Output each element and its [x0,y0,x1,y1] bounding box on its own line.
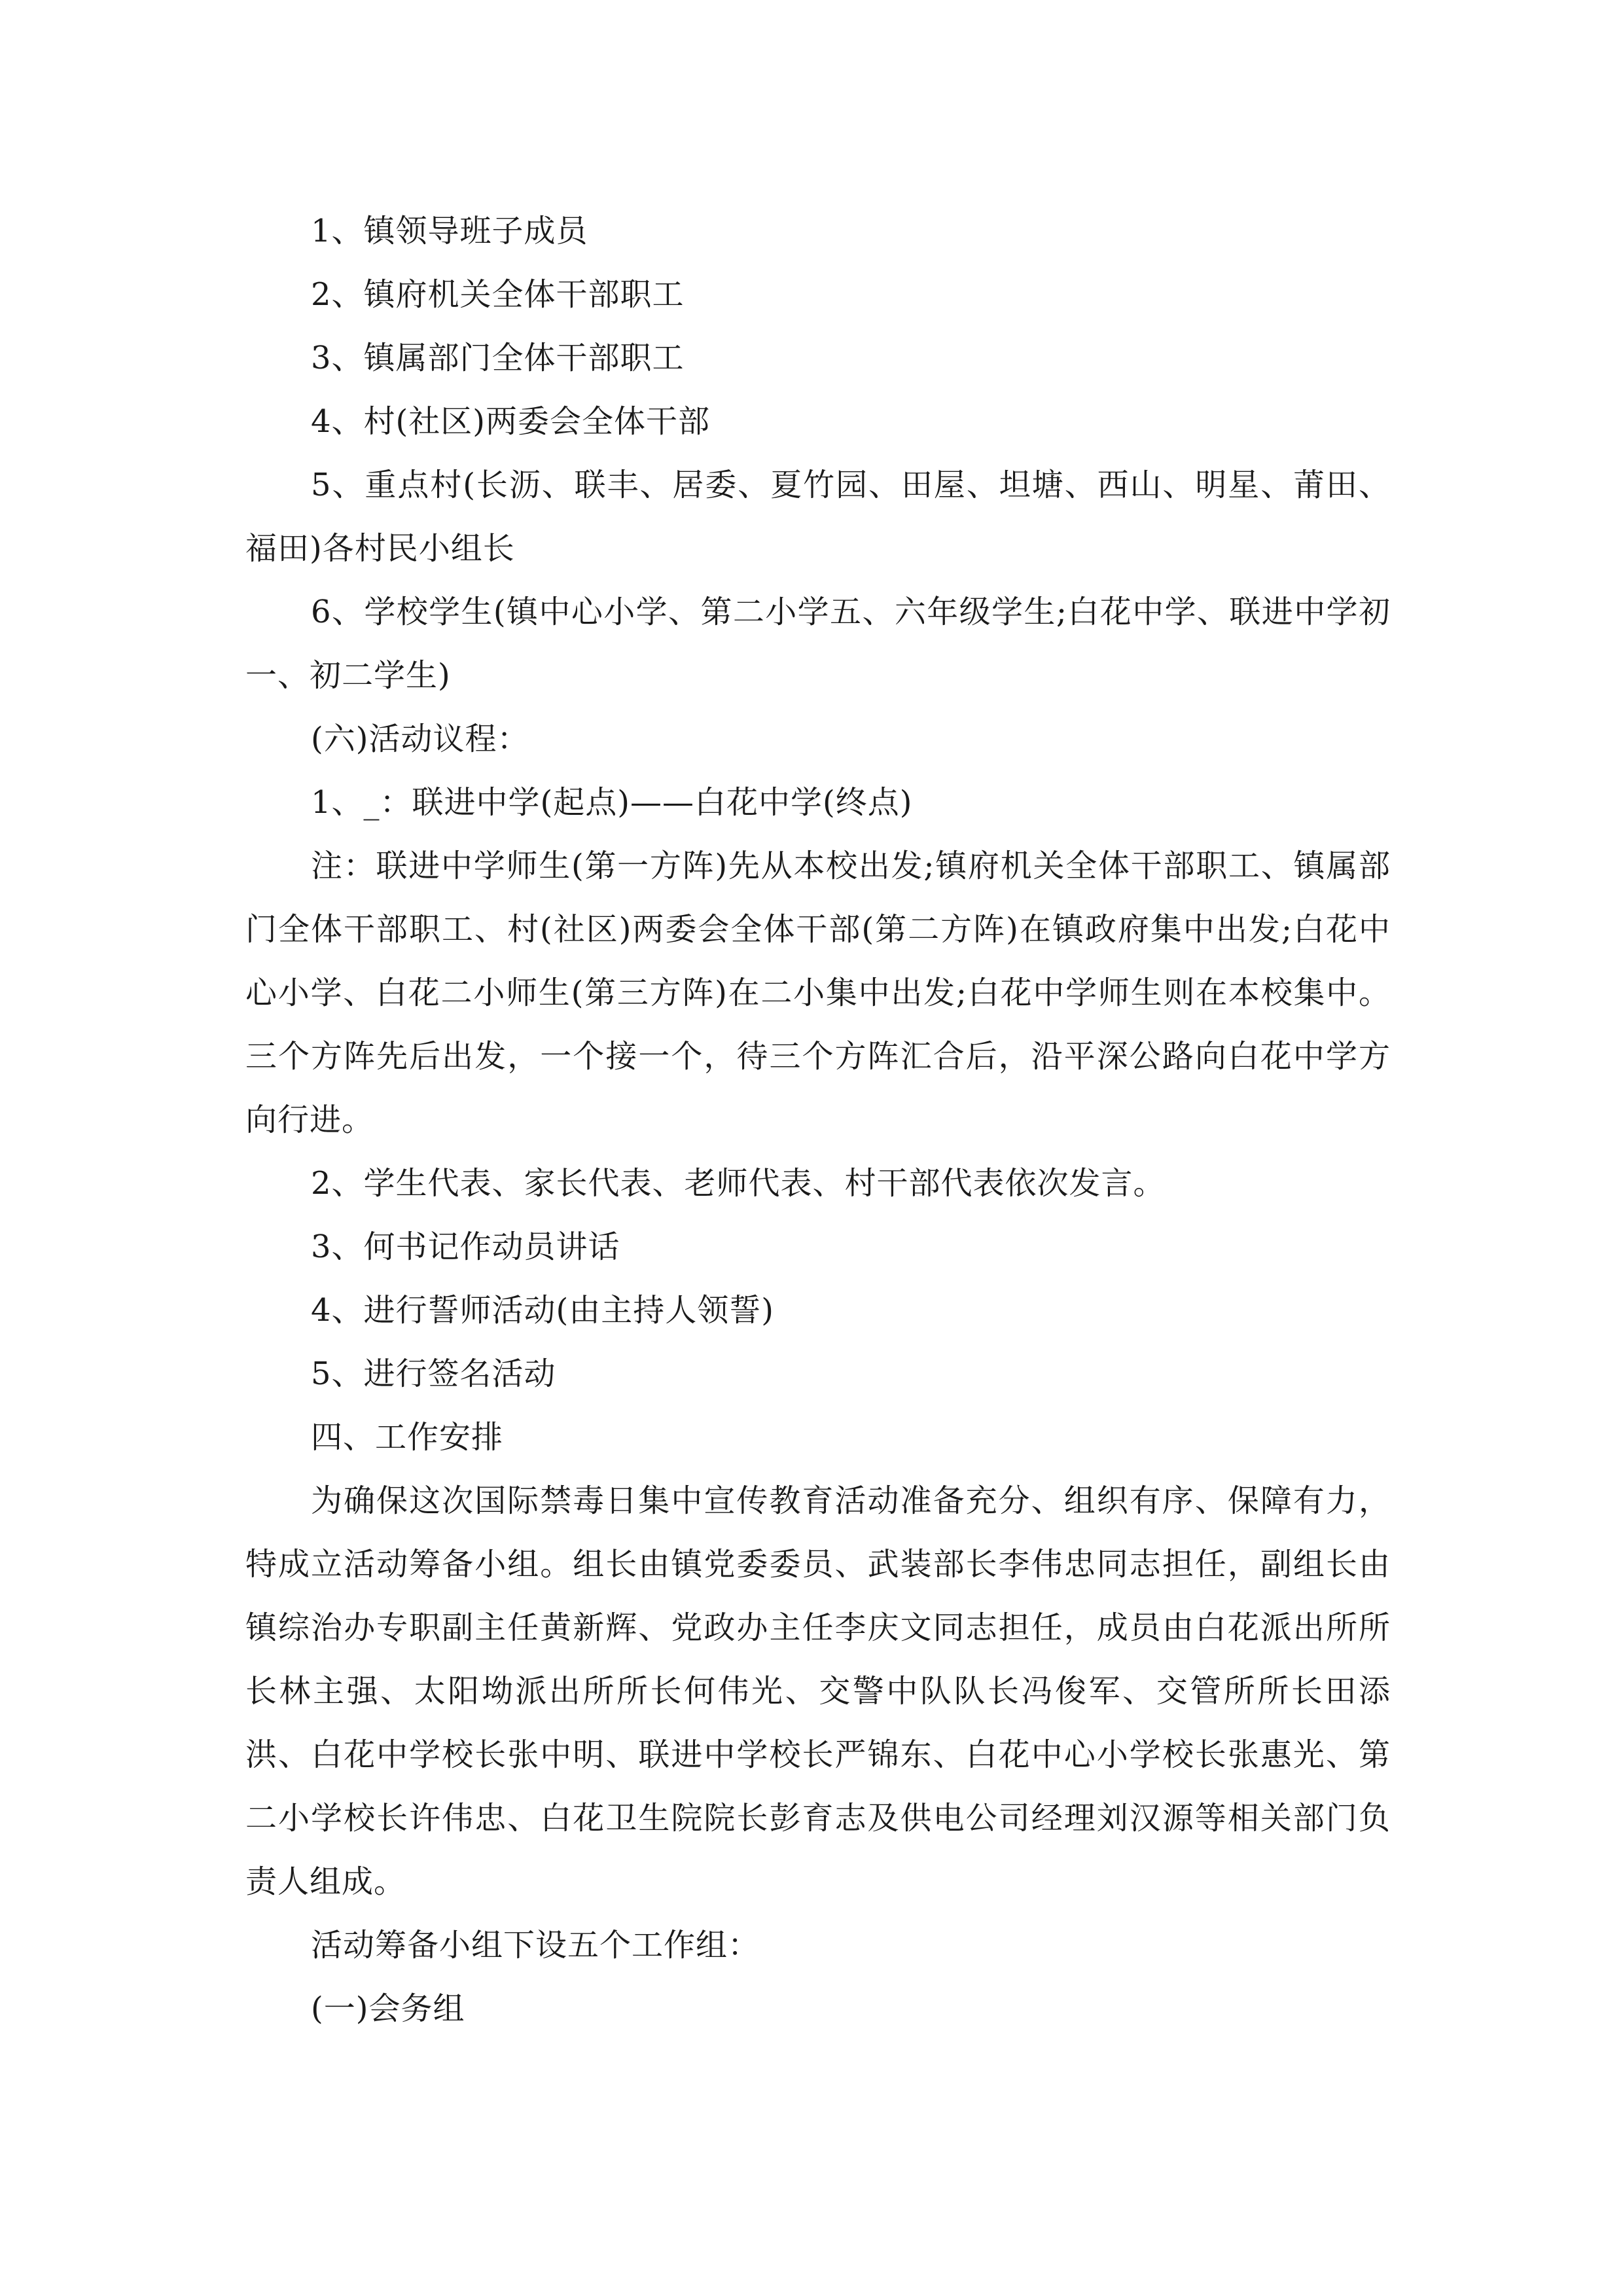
list-item-town-government-staff: 2、镇府机关全体干部职工 [311,276,685,313]
section-heading-work-arrangement: 四、工作安排 [311,1419,504,1456]
list-item-village-committee: 4、村(社区)两委会全体干部 [311,403,710,440]
agenda-item-speeches: 2、学生代表、家长代表、老师代表、村干部代表依次发言。 [311,1165,1166,1202]
agenda-note: 注：联进中学师生(第一方阵)先从本校出发;镇府机关全体干部职工、镇属部门全体干部职工、村(社区)两委会全体干部(第二方阵)在镇政府集中出发;白花中心小学、白花二小师生(第三方阵)在二小集中出发;白花中学师生则在本校集中。三个方阵先后出发，一个接一个，待三个方阵汇合后，沿平深公路向白花中学方向行进。 [245,848,1391,1138]
agenda-item-signing: 5、进行签名活动 [311,1355,556,1392]
subsection-heading-conference-group: (一)会务组 [311,1990,465,2027]
document-body [245,200,1391,2041]
list-item-town-leaders: 1、镇领导班子成员 [311,213,588,249]
section-heading-agenda: (六)活动议程： [311,721,529,757]
agenda-item-mobilization-speech: 3、何书记作动员讲话 [311,1229,620,1265]
list-item-key-villages: 5、重点村(长沥、联丰、居委、夏竹园、田屋、坦塘、西山、明星、莆田、福田)各村民小组长 [245,467,1391,567]
agenda-item-route: 1、_：联进中学(起点)——白花中学(终点) [311,784,913,821]
list-item-town-department-staff: 3、镇属部门全体干部职工 [311,340,685,376]
list-item-school-students: 6、学校学生(镇中心小学、第二小学五、六年级学生;白花中学、联进中学初一、初二学生) [245,594,1391,694]
agenda-item-oath: 4、进行誓师活动(由主持人领誓) [311,1292,774,1329]
working-groups-intro: 活动筹备小组下设五个工作组： [311,1927,760,1964]
work-arrangement-paragraph: 为确保这次国际禁毒日集中宣传教育活动准备充分、组织有序、保障有力，特成立活动筹备小组。组长由镇党委委员、武装部长李伟忠同志担任，副组长由镇综治办专职副主任黄新辉、党政办主任李庆文同志担任，成员由白花派出所所长林主强、太阳坳派出所所长何伟光、交警中队队长冯俊军、交管所所长田添洪、白花中学校长张中明、联进中学校长严锦东、白花中心小学校长张惠光、第二小学校长许伟忠、白花卫生院院长彭育志及供电公司经理刘汉源等相关部门负责人组成。 [245,1482,1391,1900]
